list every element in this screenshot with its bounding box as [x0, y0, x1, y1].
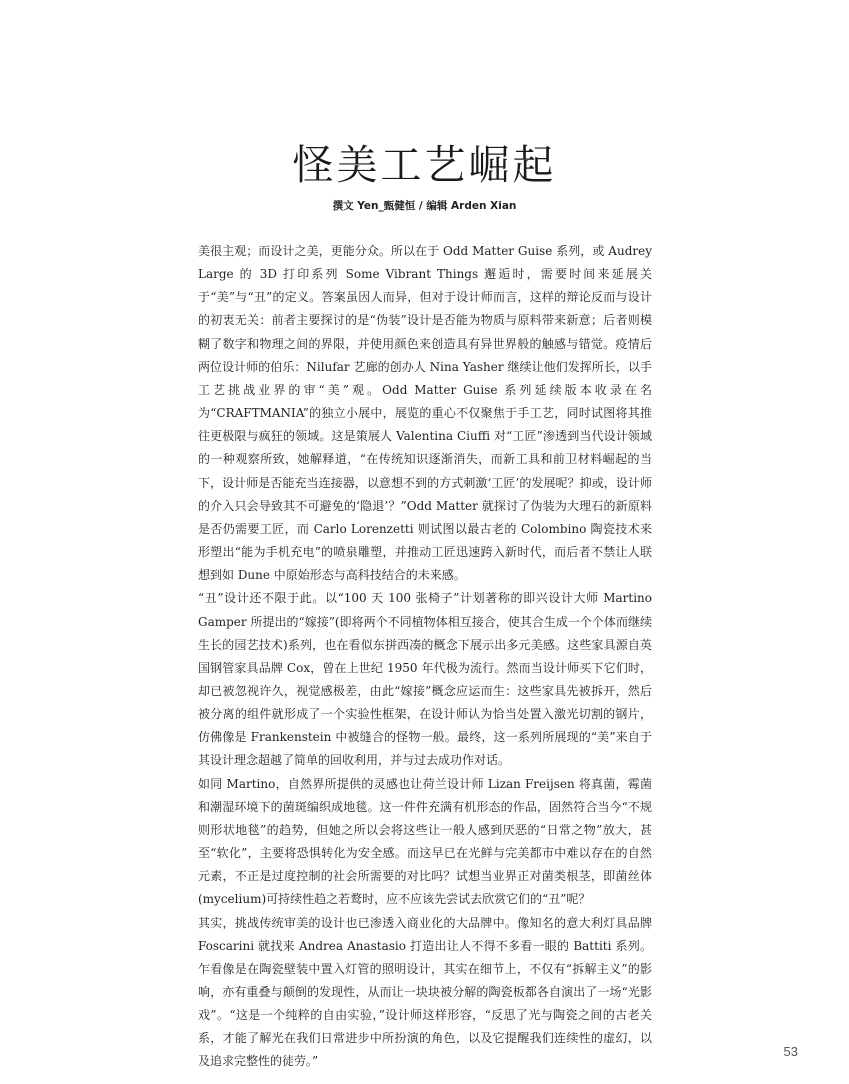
article-title: 怪美工艺崛起 — [292, 141, 557, 189]
body-paragraph: 美很主观；而设计之美，更能分众。所以在于 Odd Matter Guise 系列，或 Audrey Large 的 3D 打印系列 Some Vibrant Things 邂逅时，需要时间来延展关于“美”与“丑”的定义。答案虽因人而异，但对于设计师而言，这样的辩论反而与设计的初衷无关：前者主要探讨的是“伪装”设计是否能为物质与原料带来新意；后者则模糊了数字和物理之间的界限，并使用颜色来创造具有异世界般的触感与错觉。疫情后两位设计师的伯乐：Nilufar 艺廊的创办人 Nina Yasher 继续让他们发挥所长，以手工艺挑战业界的审“美”观。Odd Matter Guise 系列延续版本收录在名为“CRAFTMANIA”的独立小展中，展览的重心不仅聚焦于手工艺，同时试图将其推往更极限与疯狂的领域。这是策展人 Valentina Ciuffi 对“工匠”渗透到当代设计领域的一种观察所致，她解释道，“在传统知识逐渐消失，而新工具和前卫材料崛起的当下，设计师是否能充当连接器，以意想不到的方式刺激‘工匠’的发展呢？抑或，设计师的介入只会导致其不可避免的‘隐退’？”Odd Matter 就探讨了伪装为大理石的新原料是否仍需要工匠，而 Carlo Lorenzetti 则试图以最古老的 Colombino 陶瓷技术来形塑出“能为手机充电”的喷泉雕塑，并推动工匠迅速跨入新时代，而后者不禁让人联想到如 Dune 中原始形态与高科技结合的未来感。 — [198, 244, 652, 583]
article-body — [198, 240, 652, 1074]
body-paragraph: 如同 Martino，自然界所提供的灵感也让荷兰设计师 Lizan Freijsen 将真菌，霉菌和潮湿环境下的菌斑编织成地毯。这一件件充满有机形态的作品，固然符合当今“不规则形状地毯”的趋势，但她之所以会将这些让一般人感到厌恶的“日常之物”放大，甚至“软化”，主要将恐惧转化为安全感。而这早已在光鲜与完美都市中难以存在的自然元素，不正是过度控制的社会所需要的对比吗？试想当业界正对菌类根茎，即菌丝体(mycelium)可持续性趋之若鹜时，应不应该先尝试去欣赏它们的“丑”呢？ — [198, 776, 652, 907]
page-number: 53 — [783, 1044, 798, 1059]
body-paragraph: 其实，挑战传统审美的设计也已渗透入商业化的大品牌中。像知名的意大利灯具品牌 Foscarini 就找来 Andrea Anastasio 打造出让人不得不多看一眼的 Battiti 系列。乍看像是在陶瓷壁装中置入灯管的照明设计，其实在细节上，不仅有“拆解主义”的影响，亦有重叠与颠倒的发现性，从而让一块块被分解的陶瓷板都各自演出了一场“光影戏”。“这是一个纯粹的自由实验，”设计师这样形容，“反思了光与陶瓷之间的古老关系，才能了解光在我们日常进步中所扮演的角色，以及它提醒我们连续性的虚幻，以及追求完整性的徒劳。” — [198, 915, 652, 1069]
body-paragraph: “丑”设计还不限于此。以“100 天 100 张椅子”计划著称的即兴设计大师 Martino Gamper 所提出的“嫁接”(即将两个不同植物体相互接合，使其合生成一个个体而继续生长的园艺技术)系列，也在看似东拼西凑的概念下展示出多元美感。这些家具源自英国钢管家具品牌 Cox，曾在上世纪 1950 年代极为流行。然而当设计师买下它们时，却已被忽视许久，视觉感极差，由此“嫁接”概念应运而生：这些家具先被拆开，然后被分离的组件就形成了一个实验性框架，在设计师认为恰当处置入激光切割的钢片，仿佛像是 Frankenstein 中被缝合的怪物一般。最终，这一系列所展现的“美”来自于其设计理念超越了简单的回收利用，并与过去成功作对话。 — [198, 591, 652, 768]
article-byline: 撰文 Yen_甄健恒 / 编辑 Arden Xian — [332, 200, 517, 212]
